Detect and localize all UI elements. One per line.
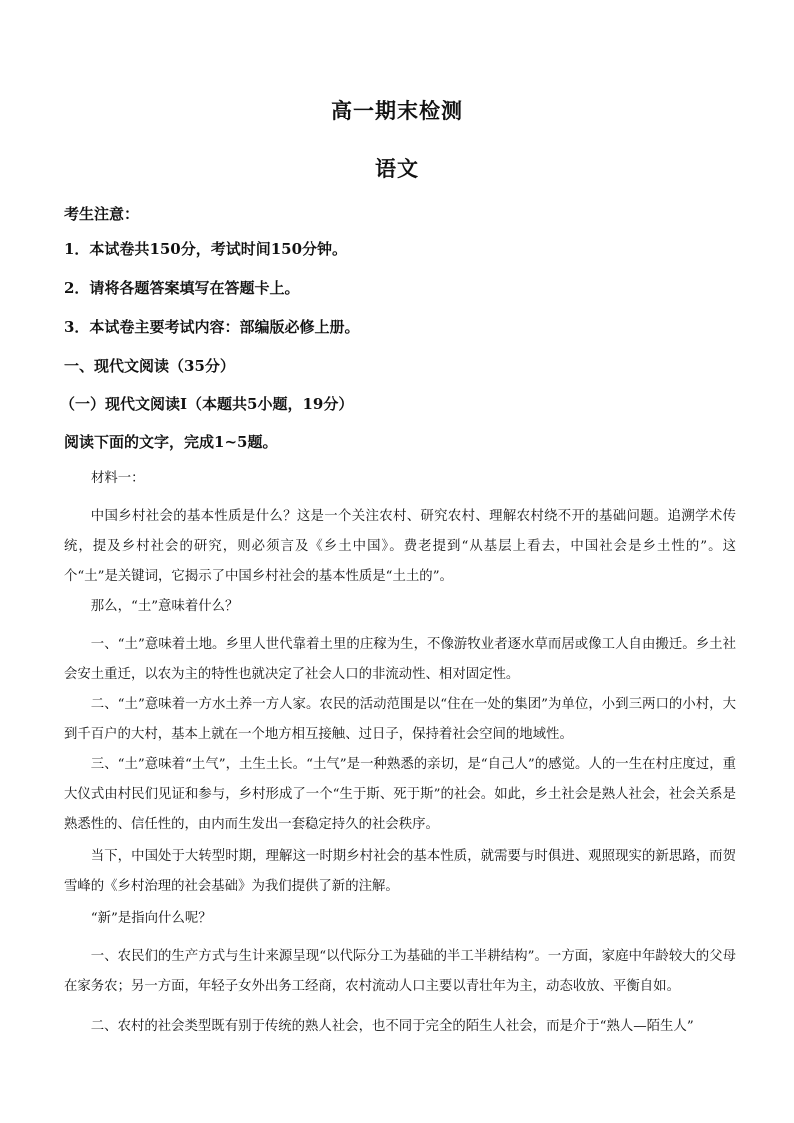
material-paragraph: “新”是指向什么呢？ <box>90 911 212 926</box>
material-paragraph: 中国乡村社会的基本性质是什么？这是一个关注农村、研究农村、理解农村绕不开的基础问题。追溯学术传统，提及乡村社会的研究，则必须言及《乡土中国》。费老提到“从基层上看去，中国社会是乡土性的”。这个“土”是关键词，它揭示了中国乡村社会的基本性质是“土土的”。 <box>64 509 736 584</box>
sub-section-heading: （一）现代文阅读Ⅰ（本题共5小题，19分） <box>60 395 354 413</box>
material-paragraph: 当下，中国处于大转型时期，理解这一时期乡村社会的基本性质，就需要与时俱进、观照现实的新思路，而贺雪峰的《乡村治理的社会基础》为我们提供了新的注解。 <box>64 849 736 894</box>
notice-item: 1．本试卷共150分，考试时间150分钟。 <box>64 240 348 258</box>
material-paragraph: 那么，“土”意味着什么？ <box>90 599 239 614</box>
material-label: 材料一： <box>91 471 145 486</box>
material-paragraph: 一、“土”意味着土地。乡里人世代靠着土里的庄稼为生，不像游牧业者逐水草而居或像工人自由搬迁。乡土社会安土重迁，以农为主的特性也就决定了社会人口的非流动性、相对固定性。 <box>64 637 736 682</box>
notice-heading: 考生注意： <box>64 205 140 223</box>
notice-item: 2．请将各题答案填写在答题卡上。 <box>64 279 300 297</box>
notice-item: 3．本试卷主要考试内容：部编版必修上册。 <box>64 318 360 336</box>
material-paragraph: 三、“土”意味着“土气”，土生土长。“土气”是一种熟悉的亲切，是“自己人”的感觉。人的一生在村庄度过，重大仪式由村民们见证和参与，乡村形成了一个“生于斯、死于斯”的社会。如此，乡土社会是熟人社会，社会关系是熟悉性的、信任性的，由内而生发出一套稳定持久的社会秩序。 <box>64 757 736 832</box>
section-heading: 一、现代文阅读（35分） <box>64 357 235 375</box>
material-paragraph: 一、农民们的生产方式与生计来源呈现“以代际分工为基础的半工半耕结构”。一方面，家庭中年龄较大的父母在家务农；另一方面，年轻子女外出务工经商，农村流动人口主要以青壮年为主，动态收放、平衡自如。 <box>64 949 736 994</box>
subject-title: 语文 <box>375 156 419 181</box>
material-paragraph: 二、“土”意味着一方水土养一方人家。农民的活动范围是以“住在一处的集团”为单位，小到三两口的小村，大到千百户的大村，基本上就在一个地方相互接触、过日子，保持着社会空间的地域性。 <box>64 697 736 742</box>
exam-title: 高一期末检测 <box>331 98 463 123</box>
material-paragraph: 二、农村的社会类型既有别于传统的熟人社会，也不同于完全的陌生人社会，而是介于“熟人—陌生人” <box>90 1019 694 1034</box>
reading-instruction: 阅读下面的文字，完成1~5题。 <box>64 433 278 451</box>
